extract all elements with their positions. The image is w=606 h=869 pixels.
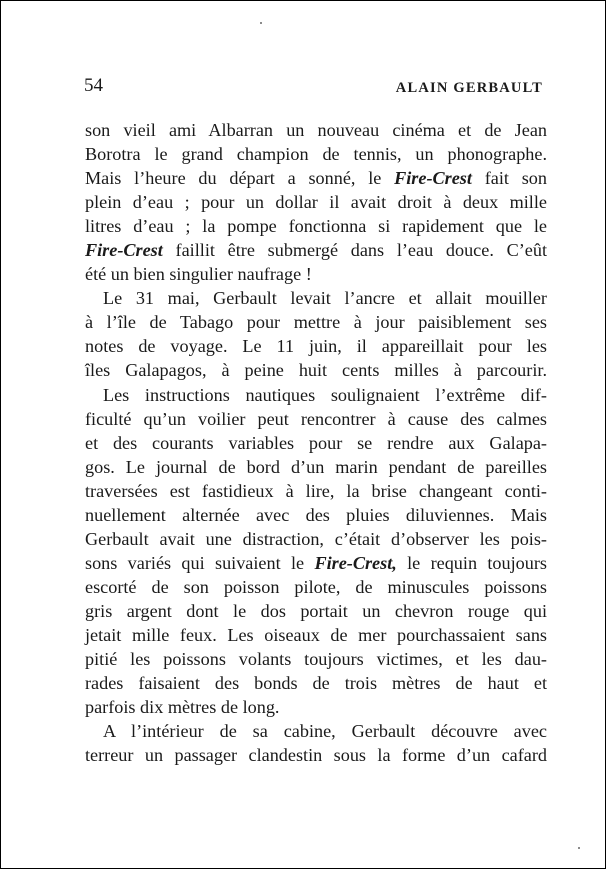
text-line: pitié les poissons volants toujours victimes, et les dau- [85,649,547,670]
text-line: Gerbault avait une distraction, c’était d’observer les pois- [85,528,547,549]
text-line: litres d’eau ; la pompe fonctionna si rapidement que le [85,216,547,237]
ship-name: Fire-Crest, [314,552,397,573]
text-line: gris argent dont le dos portait un chevron rouge qui [85,600,547,621]
text-fragment: faillit être submergé dans l’eau douce. C’eût [162,240,547,261]
ship-name: Fire-Crest [85,240,163,261]
text-line: traversées est fastidieux à lire, la brise changeant conti- [85,480,547,501]
text-line: gos. Le journal de bord d’un marin pendant de pareilles [85,456,547,477]
text-line: Les instructions nautiques soulignaient l’extrême dif- [103,384,547,405]
text-line: ficulté qu’un voilier peut rencontrer à cause des calmes [85,408,547,429]
text-line: été un bien singulier naufrage ! [85,264,312,285]
ship-name: Fire-Crest [394,168,472,189]
text-line: plein d’eau ; pour un dollar il avait droit à deux mille [85,192,547,213]
text-fragment: le requin toujours [396,552,547,573]
text-line: nuellement alternée avec des pluies diluviennes. Mais [85,504,547,525]
text-line: parfois dix mètres de long. [85,697,280,718]
text-line [85,166,547,190]
text-line: Borotra le grand champion de tennis, un phonographe. [85,144,547,165]
text-line [85,551,547,575]
text-fragment: Mais l’heure du départ a sonné, le [85,168,395,189]
running-head: ALAIN GERBAULT [395,80,543,96]
text-line [85,238,547,262]
text-fragment: fait son [471,168,547,189]
text-fragment: sons variés qui suivaient le [85,552,315,573]
scan-speck [260,22,262,24]
text-line: terreur un passager clandestin sous la forme d’un cafard [85,745,547,766]
text-line: à l’île de Tabago pour mettre à jour paisiblement ses [85,312,547,333]
text-line: Le 31 mai, Gerbault levait l’ancre et allait mouiller [103,288,547,309]
page-number: 54 [84,75,103,96]
text-line: A l’intérieur de sa cabine, Gerbault découvre avec [103,721,547,742]
text-line: son vieil ami Albarran un nouveau cinéma et de Jean [85,120,547,140]
body-text [85,118,547,767]
text-line: escorté de son poisson pilote, de minuscules poissons [85,576,547,597]
text-line: et des courants variables pour se rendre aux Galapa- [85,432,547,453]
text-line: rades faisaient des bonds de trois mètres de haut et [85,673,547,694]
text-line: notes de voyage. Le 11 juin, il appareillait pour les [85,336,547,357]
scan-speck [578,847,580,849]
text-line: jetait mille feux. Les oiseaux de mer pourchassaient sans [85,624,547,645]
text-line: îles Galapagos, à peine huit cents milles à parcourir. [85,360,547,381]
